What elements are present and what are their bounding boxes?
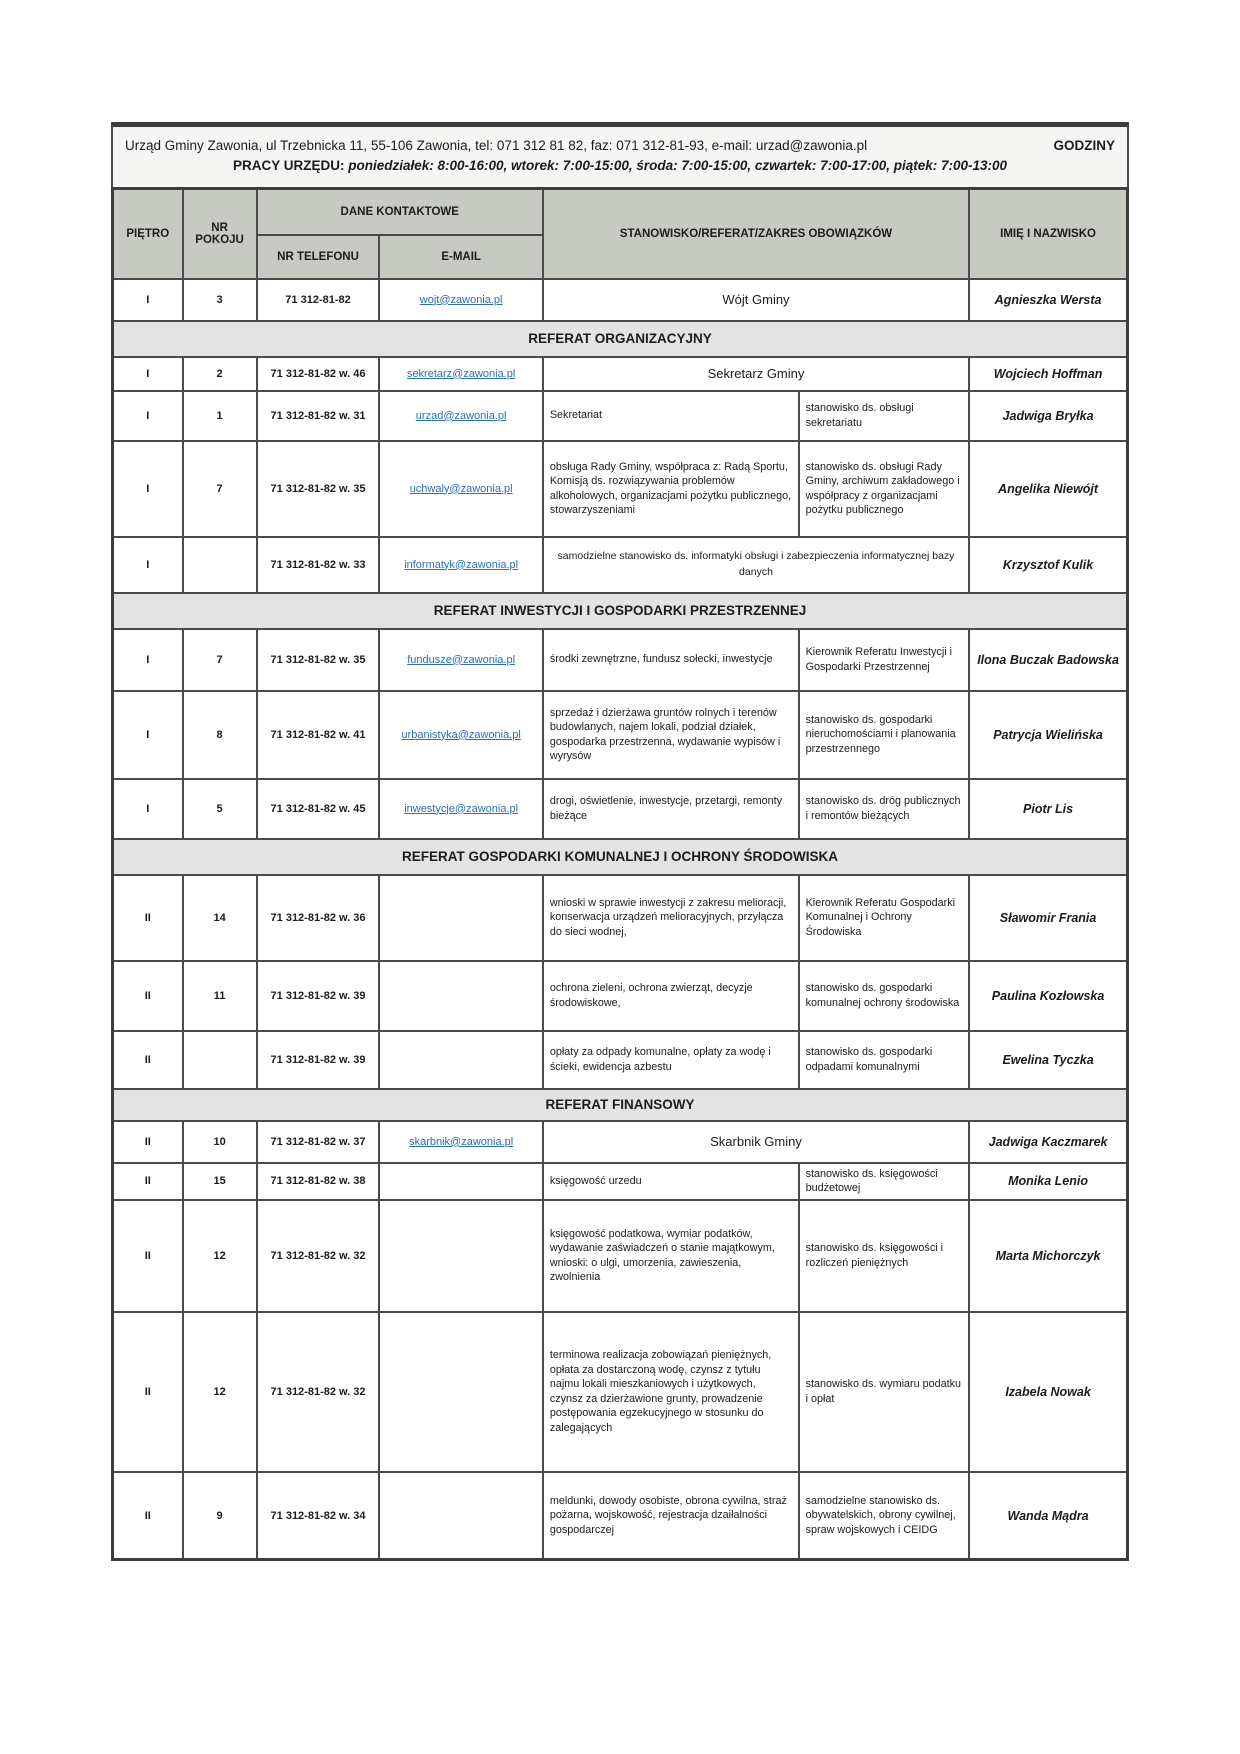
cell-room: 7	[183, 629, 257, 691]
section-row	[113, 839, 1128, 875]
cell-duties: Sekretarz Gminy	[543, 357, 969, 391]
cell-phone: 71 312-81-82 w. 39	[257, 1031, 380, 1089]
table-body	[113, 279, 1128, 1560]
cell-floor: II	[113, 1200, 183, 1312]
cell-duties: drogi, oświetlenie, inwestycje, przetargi, remonty bieżące	[543, 779, 799, 839]
cell-name: Piotr Lis	[969, 779, 1127, 839]
person-row	[113, 691, 1128, 779]
person-row	[113, 391, 1128, 441]
cell-duties: terminowa realizacja zobowiązań pieniężnych, opłata za dostarczoną wodę, czynsz z tytułu najmu lokali mieszkaniowych i użytkowych, czynsz za dzierżawione grunty, prowadzenie postępowania egzekucyjnego w stosunku do zalegających	[543, 1312, 799, 1472]
cell-email	[379, 629, 542, 691]
cell-floor: II	[113, 1121, 183, 1163]
person-row	[113, 629, 1128, 691]
cell-room	[183, 1031, 257, 1089]
cell-name: Sławomir Frania	[969, 875, 1127, 961]
cell-room: 9	[183, 1472, 257, 1560]
cell-position: stanowisko ds. wymiaru podatku i opłat	[799, 1312, 970, 1472]
cell-duties: ochrona zieleni, ochrona zwierząt, decyzje środowiskowe,	[543, 961, 799, 1031]
cell-floor: I	[113, 691, 183, 779]
cell-email	[379, 1312, 542, 1472]
cell-position: samodzielne stanowisko ds. obywatelskich, obrony cywilnej, spraw wojskowych i CEIDG	[799, 1472, 970, 1560]
cell-room: 14	[183, 875, 257, 961]
cell-phone: 71 312-81-82 w. 33	[257, 537, 380, 593]
cell-duties: meldunki, dowody osobiste, obrona cywilna, straż pożarna, wojskowość, rejestracja dzaiłalności gospodarczej	[543, 1472, 799, 1560]
cell-email	[379, 961, 542, 1031]
person-row	[113, 1163, 1128, 1200]
person-row	[113, 1472, 1128, 1560]
table-header	[113, 189, 1128, 279]
email-link[interactable]: skarbnik@zawonia.pl	[409, 1135, 514, 1148]
cell-floor: II	[113, 875, 183, 961]
cell-name: Patrycja Wielińska	[969, 691, 1127, 779]
person-row	[113, 1312, 1128, 1472]
email-link[interactable]: inwestycje@zawonia.pl	[404, 802, 519, 815]
cell-floor: I	[113, 629, 183, 691]
cell-phone: 71 312-81-82 w. 35	[257, 441, 380, 537]
cell-phone: 71 312-81-82 w. 31	[257, 391, 380, 441]
cell-position: stanowisko ds. księgowości budżetowej	[799, 1163, 970, 1200]
cell-name: Marta Michorczyk	[969, 1200, 1127, 1312]
office-hours-label: GODZINY	[1053, 138, 1115, 153]
office-info-band	[111, 122, 1129, 189]
office-hours-text: poniedziałek: 8:00-16:00, wtorek: 7:00-15:00, środa: 7:00-15:00, czwartek: 7:00-17:00, piątek: 7:00-13:00	[348, 157, 1008, 173]
cell-phone: 71 312-81-82 w. 39	[257, 961, 380, 1031]
cell-name: Wanda Mądra	[969, 1472, 1127, 1560]
cell-email	[379, 537, 542, 593]
cell-email	[379, 1200, 542, 1312]
person-row	[113, 1121, 1128, 1163]
cell-floor: II	[113, 961, 183, 1031]
cell-phone: 71 312-81-82 w. 38	[257, 1163, 380, 1200]
cell-position: stanowisko ds. obsługi sekretariatu	[799, 391, 970, 441]
cell-name: Wojciech Hoffman	[969, 357, 1127, 391]
email-link[interactable]: fundusze@zawonia.pl	[407, 653, 516, 666]
cell-position: stanowisko ds. obsługi Rady Gminy, archiwum zakładowego i współpracy z organizacjami pożytku publicznego	[799, 441, 970, 537]
header-name: IMIĘ I NAZWISKO	[969, 189, 1127, 279]
section-title: REFERAT FINANSOWY	[113, 1089, 1128, 1121]
cell-room: 5	[183, 779, 257, 839]
cell-email	[379, 1163, 542, 1200]
cell-position: stanowisko ds. gospodarki odpadami komunalnymi	[799, 1031, 970, 1089]
person-row	[113, 537, 1128, 593]
cell-position: Kierownik Referatu Gospodarki Komunalnej i Ochrony Środowiska	[799, 875, 970, 961]
cell-phone: 71 312-81-82 w. 46	[257, 357, 380, 391]
cell-phone: 71 312-81-82	[257, 279, 380, 321]
office-hours-prefix: PRACY URZĘDU:	[232, 157, 345, 173]
cell-email	[379, 1121, 542, 1163]
person-row	[113, 961, 1128, 1031]
cell-duties: obsługa Rady Gminy, współpraca z: Radą Sportu, Komisją ds. rozwiązywania problemów alkoholowych, organizacjami pożytku publicznego, stowarzyszeniami	[543, 441, 799, 537]
cell-name: Ilona Buczak Badowska	[969, 629, 1127, 691]
cell-name: Krzysztof Kulik	[969, 537, 1127, 593]
person-row	[113, 1031, 1128, 1089]
cell-email	[379, 779, 542, 839]
person-row	[113, 875, 1128, 961]
cell-floor: I	[113, 357, 183, 391]
cell-position: stanowisko ds. dróg publicznych i remontów bieżących	[799, 779, 970, 839]
cell-name: Paulina Kozłowska	[969, 961, 1127, 1031]
person-row	[113, 441, 1128, 537]
cell-phone: 71 312-81-82 w. 45	[257, 779, 380, 839]
cell-floor: II	[113, 1312, 183, 1472]
cell-floor: I	[113, 441, 183, 537]
cell-floor: I	[113, 537, 183, 593]
header-contact: DANE KONTAKTOWE	[257, 189, 543, 235]
cell-phone: 71 312-81-82 w. 34	[257, 1472, 380, 1560]
cell-email	[379, 279, 542, 321]
section-title: REFERAT ORGANIZACYJNY	[113, 321, 1128, 357]
cell-floor: II	[113, 1031, 183, 1089]
email-link[interactable]: urzad@zawonia.pl	[415, 409, 507, 422]
cell-email	[379, 1472, 542, 1560]
cell-floor: I	[113, 279, 183, 321]
cell-phone: 71 312-81-82 w. 32	[257, 1312, 380, 1472]
section-title: REFERAT INWESTYCJI I GOSPODARKI PRZESTRZENNEJ	[113, 593, 1128, 629]
cell-duties: Wójt Gminy	[543, 279, 969, 321]
cell-position: stanowisko ds. księgowości i rozliczeń pieniężnych	[799, 1200, 970, 1312]
email-link[interactable]: wojt@zawonia.pl	[419, 293, 503, 306]
email-link[interactable]: urbanistyka@zawonia.pl	[401, 728, 521, 741]
cell-email	[379, 1031, 542, 1089]
cell-room: 12	[183, 1200, 257, 1312]
cell-name: Angelika Niewójt	[969, 441, 1127, 537]
cell-room: 15	[183, 1163, 257, 1200]
cell-phone: 71 312-81-82 w. 32	[257, 1200, 380, 1312]
cell-email	[379, 691, 542, 779]
cell-room: 2	[183, 357, 257, 391]
cell-room: 12	[183, 1312, 257, 1472]
cell-phone: 71 312-81-82 w. 41	[257, 691, 380, 779]
header-phone: NR TELEFONU	[257, 235, 380, 279]
cell-position: stanowisko ds. gospodarki nieruchomościami i planowania przestrzennego	[799, 691, 970, 779]
office-hours-line	[125, 156, 1115, 176]
email-link[interactable]: sekretarz@zawonia.pl	[406, 367, 516, 380]
office-address-line: Urząd Gminy Zawonia, ul Trzebnicka 11, 55-106 Zawonia, tel: 071 312 81 82, faz: 071 312-81-93, e-mail: urzad@zawonia.pl	[125, 138, 868, 153]
section-row	[113, 1089, 1128, 1121]
email-link[interactable]: uchwaly@zawonia.pl	[409, 482, 513, 495]
cell-email	[379, 391, 542, 441]
cell-duties: Sekretariat	[543, 391, 799, 441]
person-row	[113, 779, 1128, 839]
cell-email	[379, 357, 542, 391]
cell-duties: wnioski w sprawie inwestycji z zakresu melioracji, konserwacja urządzeń melioracyjnych, przyłącza do sieci wodnej,	[543, 875, 799, 961]
section-title: REFERAT GOSPODARKI KOMUNALNEJ I OCHRONY ŚRODOWISKA	[113, 839, 1128, 875]
cell-room: 8	[183, 691, 257, 779]
cell-email	[379, 441, 542, 537]
cell-name: Jadwiga Kaczmarek	[969, 1121, 1127, 1163]
cell-phone: 71 312-81-82 w. 36	[257, 875, 380, 961]
cell-duties: księgowość podatkowa, wymiar podatków, wydawanie zaświadczeń o stanie majątkowym, wnioski: o ulgi, umorzenia, zawieszenia, zwolnienia	[543, 1200, 799, 1312]
cell-duties: księgowość urzedu	[543, 1163, 799, 1200]
header-position: STANOWISKO/REFERAT/ZAKRES OBOWIĄZKÓW	[543, 189, 969, 279]
cell-phone: 71 312-81-82 w. 37	[257, 1121, 380, 1163]
header-email: E-MAIL	[379, 235, 542, 279]
cell-name: Jadwiga Bryłka	[969, 391, 1127, 441]
cell-room: 1	[183, 391, 257, 441]
cell-duties: Skarbnik Gminy	[543, 1121, 969, 1163]
cell-name: Monika Lenio	[969, 1163, 1127, 1200]
section-row	[113, 321, 1128, 357]
cell-room: 10	[183, 1121, 257, 1163]
cell-duties: opłaty za odpady komunalne, opłaty za wodę i ścieki, ewidencja azbestu	[543, 1031, 799, 1089]
cell-room: 11	[183, 961, 257, 1031]
cell-name: Izabela Nowak	[969, 1312, 1127, 1472]
cell-phone: 71 312-81-82 w. 35	[257, 629, 380, 691]
person-row	[113, 357, 1128, 391]
cell-floor: II	[113, 1472, 183, 1560]
person-row	[113, 1200, 1128, 1312]
cell-floor: II	[113, 1163, 183, 1200]
document-page	[111, 0, 1129, 1561]
person-row	[113, 279, 1128, 321]
cell-room: 3	[183, 279, 257, 321]
cell-duties: środki zewnętrzne, fundusz sołecki, inwestycje	[543, 629, 799, 691]
cell-name: Ewelina Tyczka	[969, 1031, 1127, 1089]
cell-position: stanowisko ds. gospodarki komunalnej ochrony środowiska	[799, 961, 970, 1031]
header-room: NR POKOJU	[183, 189, 257, 279]
cell-floor: I	[113, 779, 183, 839]
cell-email	[379, 875, 542, 961]
cell-floor: I	[113, 391, 183, 441]
email-link[interactable]: informatyk@zawonia.pl	[404, 558, 519, 571]
cell-room	[183, 537, 257, 593]
cell-duties: samodzielne stanowisko ds. informatyki obsługi i zabezpieczenia informatycznej bazy danych	[543, 537, 969, 593]
cell-position: Kierownik Referatu Inwestycji i Gospodarki Przestrzennej	[799, 629, 970, 691]
contacts-table	[111, 187, 1129, 1561]
cell-duties: sprzedaż i dzierżawa gruntów rolnych i terenów budowlanych, najem lokali, podział działek, gospodarka przestrzenna, wydawanie wypisów i wyrysów	[543, 691, 799, 779]
header-floor: PIĘTRO	[113, 189, 183, 279]
cell-name: Agnieszka Wersta	[969, 279, 1127, 321]
cell-room: 7	[183, 441, 257, 537]
section-row	[113, 593, 1128, 629]
